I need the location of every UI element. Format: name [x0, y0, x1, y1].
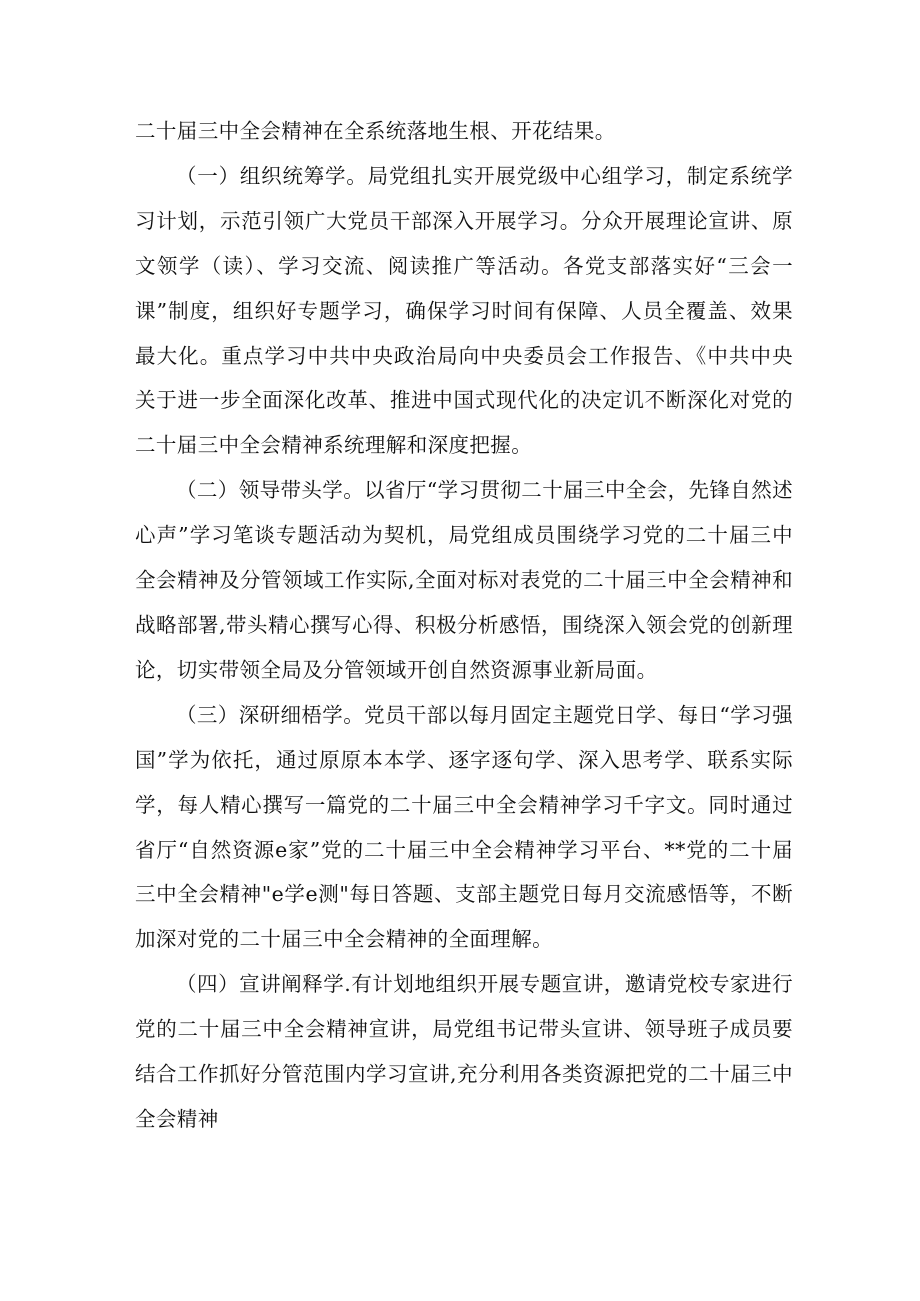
paragraph-leader-study: （二）领导带头学。以省厅“学习贯彻二十届三中全会，先锋自然述心声”学习笔谈专题活动为契机，局党组成员围绕学习党的二十届三中全会精神及分管领域工作实际,全面对标对表党的二十届三中全会精神和战略部署,带头精心撰写心得、积极分析感悟，围绕深入领会党的创新理论，切实带领全局及分管领域开创自然资源事业新局面。 [135, 478, 793, 682]
paragraph-lecture-study: （四）宣讲阐释学.有计划地组织开展专题宣讲，邀请党校专家进行党的二十届三中全会精神宣讲，局党组书记带头宣讲、领导班子成员要结合工作抓好分管范围内学习宣讲,充分利用各类资源把党的二十届三中全会精神 [135, 972, 793, 1131]
paragraph-continuation: 二十届三中全会精神在全系统落地生根、开花结果。 [135, 119, 616, 143]
document-body [135, 109, 793, 1142]
paragraph-organize-study: （一）组织统筹学。局党组扎实开展党级中心组学习，制定系统学习计划，示范引领广大党员干部深入开展学习。分众开展理论宣讲、原文领学（读）、学习交流、阅读推广等活动。各党支部落实好“三会一课”制度，组织好专题学习，确保学习时间有保障、人员全覆盖、效果最大化。重点学习中共中央政治局向中央委员会工作报告、《中共中央关于进一步全面深化改革、推进中国式现代化的决定讥不断深化对党的二十届三中全会精神系统理解和深度把握。 [135, 163, 793, 458]
paragraph-deep-study: （三）深研细梧学。党员干部以每月固定主题党日学、每日“学习强国”学为依托，通过原原本本学、逐字逐句学、深入思考学、联系实际学，每人精心撰写一篇党的二十届三中全会精神学习千字文。同时通过省厅“自然资源e家”党的二十届三中全会精神学习平台、**党的二十届三中全会精神"e学e测"每日答题、支部主题党日每月交流感悟等，不断加深对党的二十届三中全会精神的全面理解。 [135, 702, 793, 952]
